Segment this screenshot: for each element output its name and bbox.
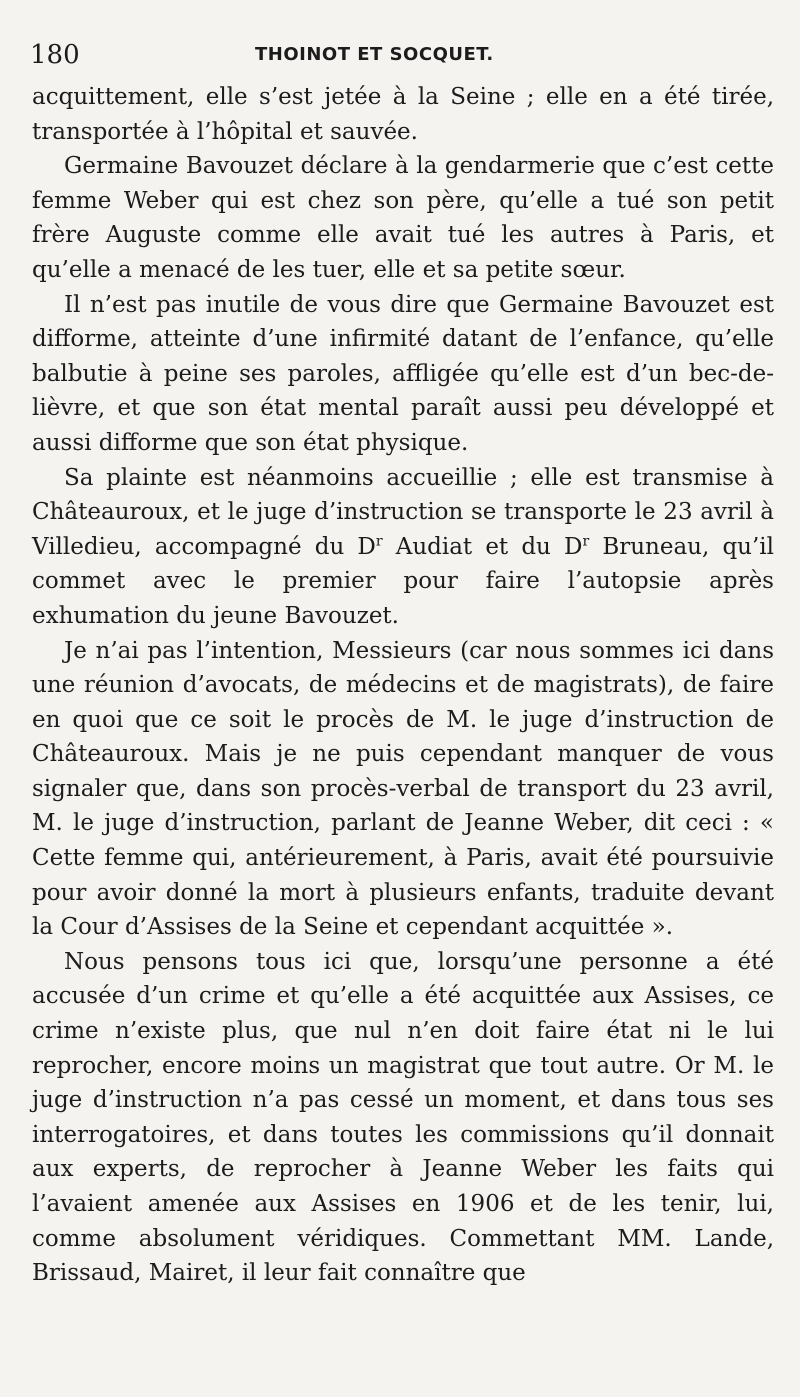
paragraph-germaine-declaration: Germaine Bavouzet déclare à la gendarmerie que c’est cette femme Weber qui est chez son père, qu’elle a tué son petit frère Auguste comme elle avait tué les autres à Paris, et qu’elle a menacé de les tuer, elle et sa petite sœur. — [32, 153, 774, 283]
running-head: THOINOT ET SOCQUET. — [255, 44, 494, 65]
paragraph-germaine-description: Il n’est pas inutile de vous dire que Germaine Bavouzet est difforme, atteinte d’une infirmité datant de l’enfance, qu’elle balbutie à peine ses paroles, affligée qu’elle est d’un bec-de-lièvre, et que son état mental paraît aussi peu développé et aussi difforme que son état physique. — [32, 291, 774, 456]
body-text — [32, 80, 774, 1291]
doctor-abbrev-sup-2: r — [582, 533, 590, 550]
page-number: 180 — [30, 40, 80, 70]
page-header — [32, 38, 770, 78]
paragraph-continuation: acquittement, elle s’est jetée à la Seine ; elle en a été tirée, transportée à l’hôpital et sauvée. — [32, 84, 774, 145]
plainte-text-2: Audiat et du D — [382, 533, 583, 560]
paragraph-proces-verbal: Je n’ai pas l’intention, Messieurs (car nous sommes ici dans une réunion d’avocats, de médecins et de magistrats), de faire en quoi que ce soit le procès de M. le juge d’instruction de Châteauroux. Mais je ne puis cependant manquer de vous signaler que, dans son procès-verbal de transport du 23 avril, M. le juge d’instruction, parlant de Jeanne Weber, dit ceci : « Cette femme qui, antérieurement, à Paris, avait été poursuivie pour avoir donné la mort à plusieurs enfants, traduite devant la Cour d’Assises de la Seine et cependant acquittée ». — [32, 637, 774, 941]
plainte-text-1: Sa plainte est néanmoins accueillie ; elle est transmise à Châteauroux, et le juge d’instruction se transporte le 23 avril à Villedieu, accompagné du D — [32, 464, 774, 560]
paragraph-plainte — [32, 461, 774, 634]
doctor-abbrev-sup-1: r — [375, 533, 383, 550]
plainte-text-3: Bruneau, qu’il commet avec le premier pour faire l’autopsie après exhumation du jeune Bavouzet. — [32, 533, 775, 629]
paragraph-acquittement: Nous pensons tous ici que, lorsqu’une personne a été accusée d’un crime et qu’elle a été acquittée aux Assises, ce crime n’existe plus, que nul n’en doit faire état ni le lui reprocher, encore moins un magistrat que tout autre. Or M. le juge d’instruction n’a pas cessé un moment, et dans tous ses interrogatoires, et dans toutes les commissions qu’il donnait aux experts, de reprocher à Jeanne Weber les faits qui l’avaient amenée aux Assises en 1906 et de les tenir, lui, comme absolument véridiques. Commettant MM. Lande, Brissaud, Mairet, il leur fait connaître que — [32, 948, 774, 1287]
